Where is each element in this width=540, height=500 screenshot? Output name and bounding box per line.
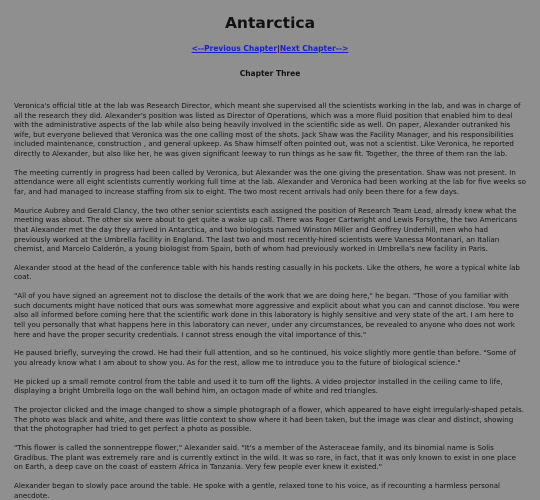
story-paragraph: "This flower is called the sonnentreppe flower," Alexander said. "It's a member of the Asteraceae family, and its binomial name is Solis Gradibus. The plant was extremely rare and is currently extinct in the wild. It was so rare, in fact, that it was only known to exist in one place on Earth, a deep cave on the coast of eastern Africa in Tanzania. Very few people ever knew it existed." bbox=[14, 443, 517, 472]
next-chapter-link[interactable]: Next Chapter--> bbox=[279, 44, 349, 53]
story-paragraph: Alexander stood at the head of the conference table with his hands resting casually in his pockets. Like the others, he wore a typical white lab coat. bbox=[14, 262, 520, 282]
chapter-heading: Chapter Three bbox=[239, 69, 301, 78]
previous-chapter-link[interactable]: <--Previous Chapter bbox=[191, 44, 278, 53]
chapter-navigation bbox=[14, 43, 526, 54]
story-paragraph: The projector clicked and the image changed to show a simple photograph of a flower, which appeared to have eight irregularly-shaped petals. The photo was black and white, and there was little context to show where it had been taken, but the image was clear and distinct, showing that the photographer had tried to get perfect a photo as possible. bbox=[14, 405, 524, 434]
story-paragraph: Veronica's official title at the lab was Research Director, which meant she supervised all the scientists working in the lab, and was in charge of all the research they did. Alexander's position was listed as Director of Operations, which was a more fluid position that enabled him to deal with the administrative aspects of the lab while also being heavily involved in the scientific side as well. On paper, Alexander outranked his wife, but everyone believed that Veronica was the one calling most of the shots. Jack Shaw was the Facility Manager, and his responsibilities included maintenance, construction , and general upkeep. As Shaw himself often pointed out, was not a scientist. Like Veronica, he reported directly to Alexander, but also like her, he was given significant leeway to run things as he saw fit. Together, the three of them ran the lab. bbox=[14, 101, 521, 158]
story-body bbox=[14, 101, 526, 500]
story-title: Antarctica bbox=[224, 14, 316, 32]
story-paragraph: Alexander began to slowly pace around the table. He spoke with a gentle, relaxed tone to his voice, as if recounting a harmless personal anecdote. bbox=[14, 481, 501, 500]
story-paragraph: Maurice Aubrey and Gerald Clancy, the two other senior scientists each assigned the position of Research Team Lead, already knew what the meeting was about. The other six were about to get quite a wake up call. There was Roger Cartwright and Lewis Forsythe, the two Americans that Alexander met the day they arrived in Antarctica, and two biologists named Winston Miller and Geoffrey Underhill, men who had previously worked at the Umbrella facility in England. The last two and most recently-hired scientists were Vanessa Montanari, an Italian chemist, and Marcelo Calderón, a young biologist from Spain, both of whom had previously worked in Umbrella's new facility in Paris. bbox=[14, 205, 518, 254]
story-paragraph: "All of you have signed an agreement not to disclose the details of the work that we are doing here," he began. "Those of you familiar with such documents might have noticed that ours was somewhat more aggressive and explicit about what you can and cannot disclose. You were also all informed before coming here that the scientific work done in this laboratory is highly sensitive and very state of the art. I am here to tell you personally that what happens here in this laboratory can never, under any circumstances, be revealed to anyone who does not work here and have the proper security credentials. I cannot stress enough the vital importance of this." bbox=[14, 291, 520, 339]
story-paragraph: He paused briefly, surveying the crowd. He had their full attention, and so he continued, his voice slightly more gentle than before. "Some of you already know what I am about to show you. As for the rest, allow me to introduce you to the future of biological science." bbox=[14, 348, 516, 367]
nav-separator: | bbox=[277, 44, 280, 53]
story-paragraph: He picked up a small remote control from the table and used it to turn off the lights. A video projector installed in the ceiling came to life, displaying a bright Umbrella logo on the wall behind him, an octagon made of white and red triangles. bbox=[14, 376, 503, 396]
story-paragraph: The meeting currently in progress had been called by Veronica, but Alexander was the one giving the presentation. Shaw was not present. In attendance were all eight scientists currently working full time at the lab. Alexander and Veronica had been working at the lab for five weeks so far, and had managed to increase staffing from six to eight. The two most recent arrivals had only been there for a few days. bbox=[14, 167, 526, 196]
